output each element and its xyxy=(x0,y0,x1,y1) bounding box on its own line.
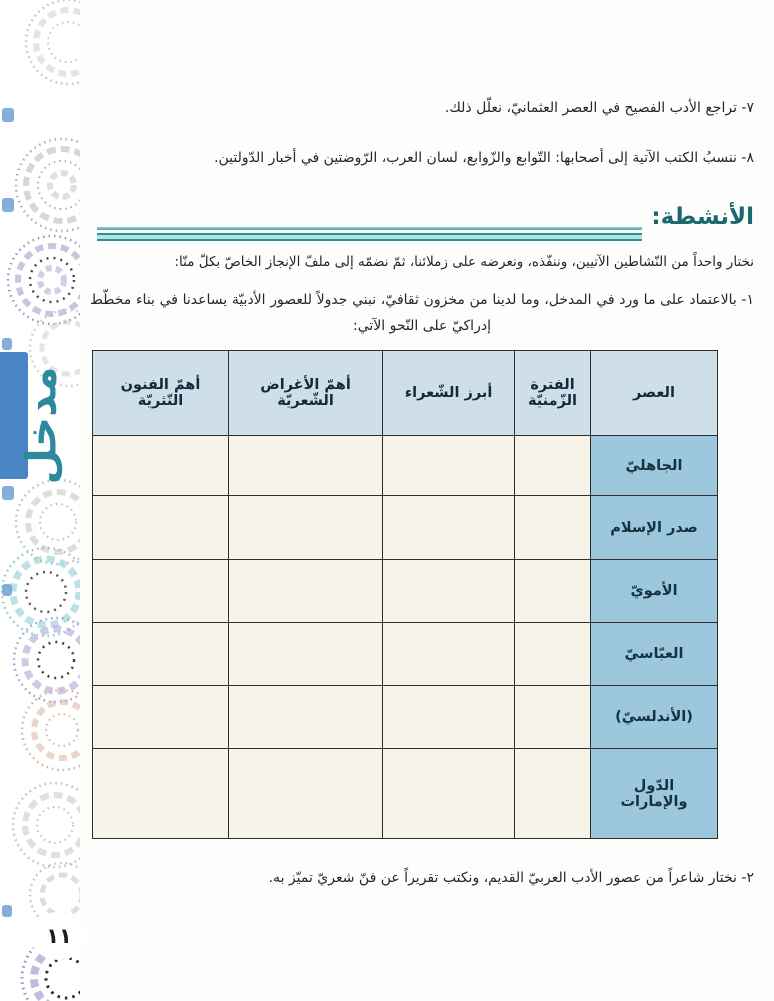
table-cell-empty xyxy=(515,496,591,560)
table-cell-empty xyxy=(229,686,383,749)
table-cell-empty xyxy=(93,749,229,839)
col-header-prose-arts: أهمّ الفنون النّثريّة xyxy=(93,351,229,436)
table-cell-empty xyxy=(93,623,229,686)
col-header-era: العصر xyxy=(591,351,718,436)
col-header-poets: أبرز الشّعراء xyxy=(383,351,515,436)
era-label: الجاهليّ xyxy=(591,436,718,496)
table-cell-empty xyxy=(515,436,591,496)
table-row xyxy=(93,496,718,560)
col-header-poetic-purposes: أهمّ الأغراض الشّعريّة xyxy=(229,351,383,436)
table-cell-empty xyxy=(383,436,515,496)
table-cell-empty xyxy=(93,686,229,749)
table-cell-empty xyxy=(515,686,591,749)
table-header-row xyxy=(93,351,718,436)
table-cell-empty xyxy=(229,436,383,496)
table-row xyxy=(93,623,718,686)
activities-heading: الأنشطة: xyxy=(651,204,754,230)
table-cell-empty xyxy=(515,623,591,686)
table-cell-empty xyxy=(229,560,383,623)
exercise-item-8: ٨- ننسبُ الكتب الآتية إلى أصحابها: التّوابع والزّوابع، لسان العرب، الرّوضتين في أخبار الدّولتين. xyxy=(214,150,754,166)
era-label: الأمويّ xyxy=(591,560,718,623)
table-row xyxy=(93,686,718,749)
table-cell-empty xyxy=(383,749,515,839)
table-cell-empty xyxy=(383,686,515,749)
heading-rule-thin xyxy=(97,227,642,230)
activity-item-1: ١- بالاعتماد على ما ورد في المدخل، وما لدينا من مخزون ثقافيّ، نبني جدولاً للعصور الأدبيّة يساعدنا في بناء مخطّط إدراكيّ على النّحو الآتي: xyxy=(90,292,754,334)
table-cell-empty xyxy=(515,560,591,623)
activity-item-2: ٢- نختار شاعراً من عصور الأدب العربيّ القديم، ونكتب تقريراً عن فنّ شعريّ تميّز به. xyxy=(268,870,754,886)
chapter-title-label: مدخل xyxy=(16,365,66,485)
chapter-title-vertical xyxy=(4,340,78,510)
heading-rule-band xyxy=(97,233,642,241)
era-label: الدّول والإمارات xyxy=(591,749,718,839)
table-row xyxy=(93,560,718,623)
table-row xyxy=(93,436,718,496)
table-cell-empty xyxy=(229,496,383,560)
table-cell-empty xyxy=(229,623,383,686)
table-row xyxy=(93,749,718,839)
table-cell-empty xyxy=(93,560,229,623)
table-cell-empty xyxy=(229,749,383,839)
era-label: (الأندلسيّ) xyxy=(591,686,718,749)
literary-eras-table xyxy=(92,350,718,839)
page-number: ١١ xyxy=(30,912,88,960)
col-header-period: الفترة الزّمنيّة xyxy=(515,351,591,436)
table-cell-empty xyxy=(515,749,591,839)
activities-intro: نختار واحداً من النّشاطين الآتيين، وننفّذه، ونعرضه على زملائنا، ثمّ نضمّه إلى ملفّ الإنجاز الخاصّ بكلّ منّا: xyxy=(174,254,754,270)
table-cell-empty xyxy=(383,560,515,623)
exercise-item-7: ٧- تراجع الأدب الفصيح في العصر العثمانيّ، نعلّل ذلك. xyxy=(444,100,754,116)
table-cell-empty xyxy=(383,623,515,686)
era-label: صدر الإسلام xyxy=(591,496,718,560)
table-cell-empty xyxy=(93,496,229,560)
era-label: العبّاسيّ xyxy=(591,623,718,686)
table-cell-empty xyxy=(383,496,515,560)
table-cell-empty xyxy=(93,436,229,496)
